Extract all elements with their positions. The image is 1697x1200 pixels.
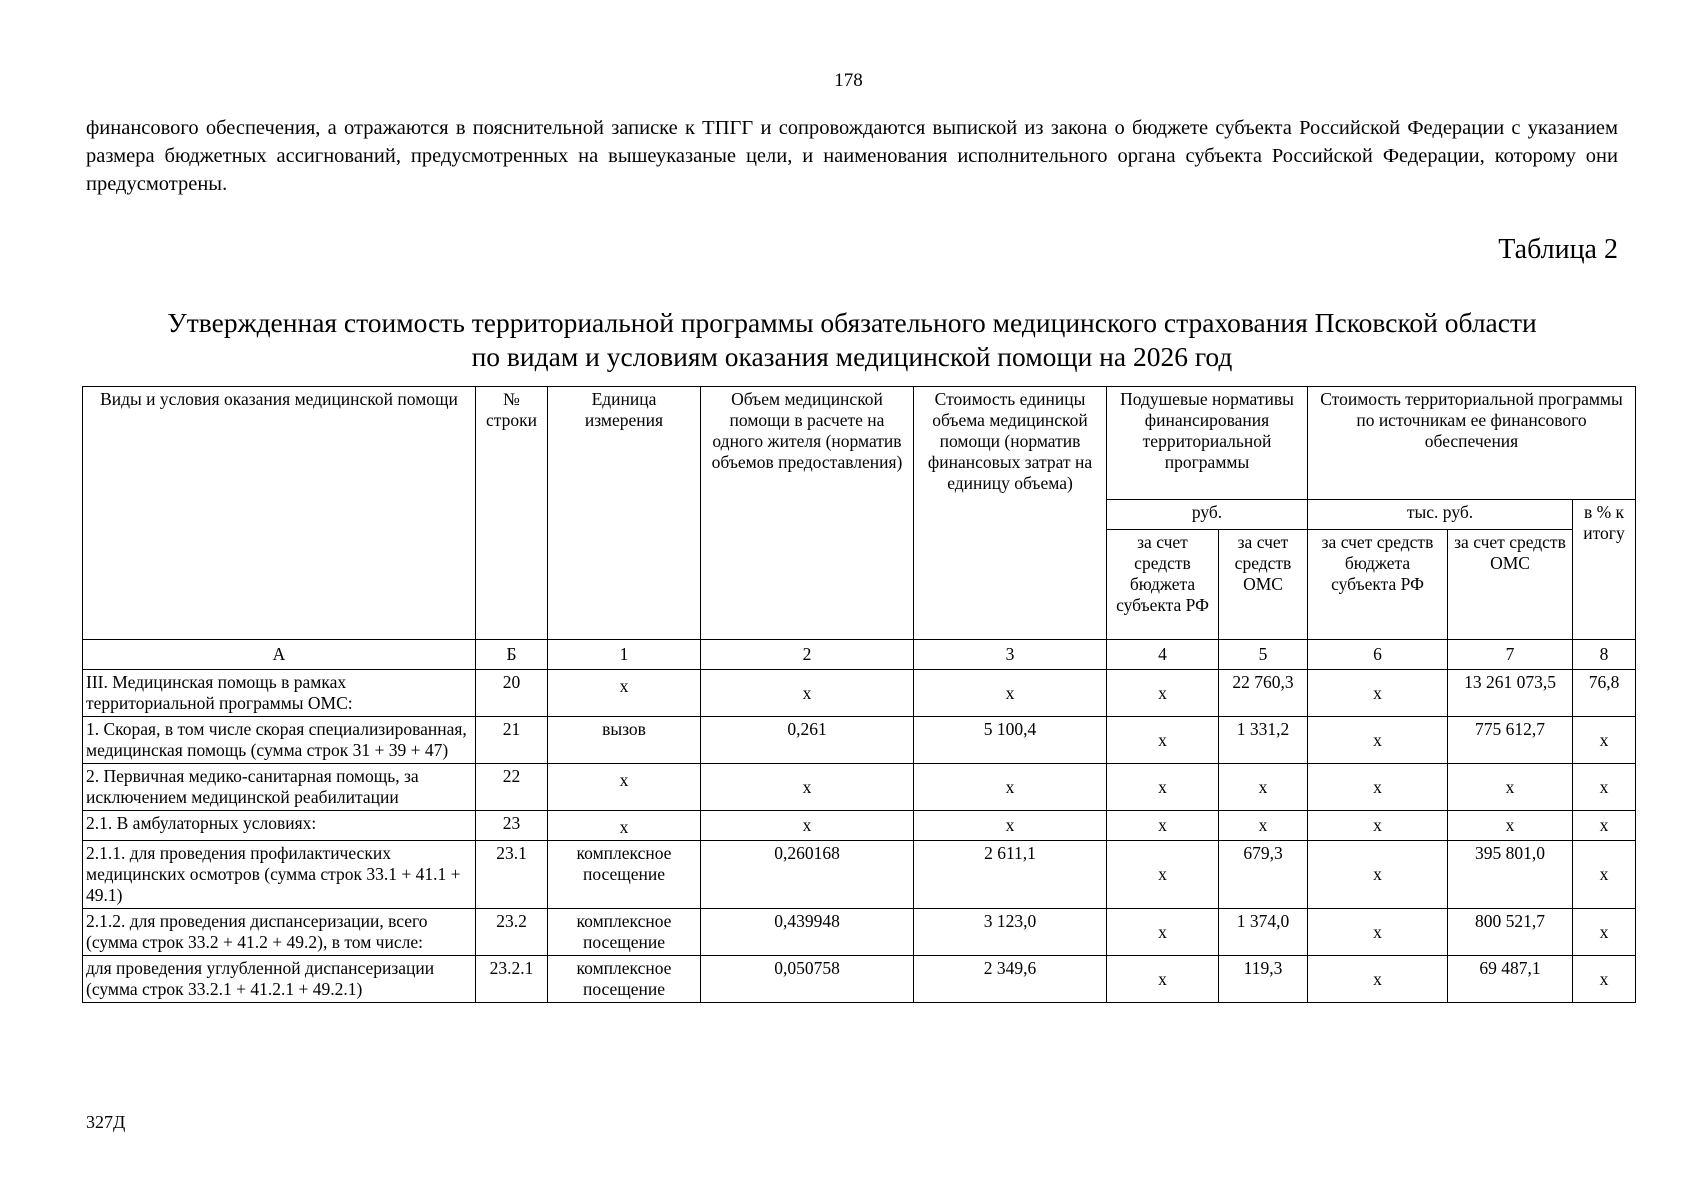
row-per-capita-budget: х: [1107, 670, 1219, 717]
row-cost-budget: х: [1308, 956, 1448, 1003]
header-col-8: в % к итогу: [1573, 500, 1636, 640]
row-per-capita-budget: х: [1107, 717, 1219, 764]
row-name: 1. Скорая, в том числе скорая специализированная, медицинская помощь (сумма строк 31 + 39 + 47): [83, 717, 476, 764]
row-percent: х: [1573, 717, 1636, 764]
row-name: 2. Первичная медико-санитарная помощь, за исключением медицинской реабилитации: [83, 764, 476, 811]
row-unit-cost: 2 349,6: [914, 956, 1107, 1003]
row-per-capita-budget: х: [1107, 764, 1219, 811]
row-volume: х: [701, 670, 914, 717]
header-col-6: за счет средств бюджета субъекта РФ: [1308, 530, 1448, 640]
row-unit-cost: х: [914, 670, 1107, 717]
row-name: III. Медицинская помощь в рамках территориальной программы ОМС:: [83, 670, 476, 717]
table-title-line-1: Утвержденная стоимость территориальной программы обязательного медицинского страхования Псковской области: [167, 307, 1537, 338]
row-cost-budget: х: [1308, 841, 1448, 909]
row-name: 2.1. В амбулаторных условиях:: [83, 811, 476, 841]
row-cost-budget: х: [1308, 717, 1448, 764]
header-group-cost: Стоимость территориальной программы по источникам ее финансового обеспечения: [1308, 387, 1636, 500]
column-number: 4: [1107, 640, 1219, 670]
row-percent: 76,8: [1573, 670, 1636, 717]
column-number: А: [83, 640, 476, 670]
intro-paragraph: финансового обеспечения, а отражаются в пояснительной записке к ТПГГ и сопровождаются выпиской из закона о бюджете субъекта Российской Федерации с указанием размера бюджетных ассигнований, предусмотренных на вышеуказаные цели, и наименования исполнительного органа субъекта Российской Федерации, которому они предусмотрены.: [86, 117, 1618, 195]
row-line-number: 21: [476, 717, 548, 764]
table-header: [83, 387, 1636, 670]
row-per-capita-oms: 1 331,2: [1219, 717, 1308, 764]
row-line-number: 23.2.1: [476, 956, 548, 1003]
header-col-7: за счет средств ОМС: [1448, 530, 1573, 640]
row-volume: 0,439948: [701, 909, 914, 956]
header-col-1: Единица измерения: [548, 387, 701, 640]
header-unit-rub: руб.: [1107, 500, 1308, 530]
table-row: [83, 909, 1636, 956]
row-per-capita-oms: х: [1219, 811, 1308, 841]
row-volume: х: [701, 811, 914, 841]
row-name: 2.1.1. для проведения профилактических медицинских осмотров (сумма строк 33.1 + 41.1 + 49.1): [83, 841, 476, 909]
row-cost-budget: х: [1308, 811, 1448, 841]
column-number: 8: [1573, 640, 1636, 670]
column-number: 7: [1448, 640, 1573, 670]
table-body: [83, 670, 1636, 1003]
header-unit-thousand-rub: тыс. руб.: [1308, 500, 1573, 530]
row-cost-oms: 775 612,7: [1448, 717, 1573, 764]
row-cost-oms: х: [1448, 811, 1573, 841]
row-percent: х: [1573, 909, 1636, 956]
row-unit: комплексное посещение: [548, 956, 701, 1003]
column-number: 3: [914, 640, 1107, 670]
row-unit-cost: х: [914, 764, 1107, 811]
row-unit: комплексное посещение: [548, 909, 701, 956]
row-name: для проведения углубленной диспансеризации (сумма строк 33.2.1 + 41.2.1 + 49.2.1): [83, 956, 476, 1003]
column-number: 2: [701, 640, 914, 670]
row-line-number: 22: [476, 764, 548, 811]
header-col-a: Виды и условия оказания медицинской помощи: [83, 387, 476, 640]
row-percent: х: [1573, 956, 1636, 1003]
row-cost-budget: х: [1308, 764, 1448, 811]
row-percent: х: [1573, 841, 1636, 909]
table-row: [83, 670, 1636, 717]
row-cost-oms: 395 801,0: [1448, 841, 1573, 909]
row-unit-cost: х: [914, 811, 1107, 841]
row-percent: х: [1573, 811, 1636, 841]
header-group-per-capita: Подушевые нормативы финансирования территориальной программы: [1107, 387, 1308, 500]
row-per-capita-oms: 119,3: [1219, 956, 1308, 1003]
header-col-3: Стоимость единицы объема медицинской помощи (норматив финансовых затрат на единицу объема): [914, 387, 1107, 640]
row-per-capita-budget: х: [1107, 811, 1219, 841]
row-unit: х: [548, 670, 701, 717]
column-number: 6: [1308, 640, 1448, 670]
row-per-capita-budget: х: [1107, 909, 1219, 956]
row-unit-cost: 5 100,4: [914, 717, 1107, 764]
row-cost-budget: х: [1308, 670, 1448, 717]
row-line-number: 23.2: [476, 909, 548, 956]
table-row: [83, 717, 1636, 764]
row-per-capita-budget: х: [1107, 841, 1219, 909]
row-cost-oms: 800 521,7: [1448, 909, 1573, 956]
header-col-b: № строки: [476, 387, 548, 640]
column-number: Б: [476, 640, 548, 670]
cost-table: [82, 386, 1636, 1003]
table-row: [83, 811, 1636, 841]
row-unit-cost: 2 611,1: [914, 841, 1107, 909]
header-col-2: Объем медицинской помощи в расчете на одного жителя (норматив объемов предоставления): [701, 387, 914, 640]
row-name: 2.1.2. для проведения диспансеризации, всего (сумма строк 33.2 + 41.2 + 49.2), в том числе:: [83, 909, 476, 956]
row-volume: х: [701, 764, 914, 811]
header-col-5: за счет средств ОМС: [1219, 530, 1308, 640]
page-number: 178: [834, 70, 863, 91]
row-per-capita-oms: 22 760,3: [1219, 670, 1308, 717]
table-row: [83, 764, 1636, 811]
row-per-capita-budget: х: [1107, 956, 1219, 1003]
row-per-capita-oms: х: [1219, 764, 1308, 811]
row-cost-budget: х: [1308, 909, 1448, 956]
row-unit-cost: 3 123,0: [914, 909, 1107, 956]
table-row: [83, 841, 1636, 909]
row-volume: 0,260168: [701, 841, 914, 909]
row-cost-oms: 13 261 073,5: [1448, 670, 1573, 717]
row-volume: 0,050758: [701, 956, 914, 1003]
table-row: [83, 956, 1636, 1003]
row-unit: вызов: [548, 717, 701, 764]
row-per-capita-oms: 679,3: [1219, 841, 1308, 909]
row-line-number: 20: [476, 670, 548, 717]
row-volume: 0,261: [701, 717, 914, 764]
row-unit: комплексное посещение: [548, 841, 701, 909]
table-title: [82, 306, 1622, 374]
row-cost-oms: х: [1448, 764, 1573, 811]
row-line-number: 23: [476, 811, 548, 841]
header-col-4: за счет средств бюджета субъекта РФ: [1107, 530, 1219, 640]
footer-code: 327Д: [86, 1112, 126, 1132]
row-line-number: 23.1: [476, 841, 548, 909]
row-unit: х: [548, 764, 701, 811]
column-number-row: [83, 640, 1636, 670]
table-title-line-2: по видам и условиям оказания медицинской помощи на 2026 год: [471, 341, 1233, 372]
column-number: 1: [548, 640, 701, 670]
row-cost-oms: 69 487,1: [1448, 956, 1573, 1003]
column-number: 5: [1219, 640, 1308, 670]
row-per-capita-oms: 1 374,0: [1219, 909, 1308, 956]
row-percent: х: [1573, 764, 1636, 811]
table-label: Таблица 2: [1498, 234, 1618, 265]
row-unit: х: [548, 811, 701, 841]
